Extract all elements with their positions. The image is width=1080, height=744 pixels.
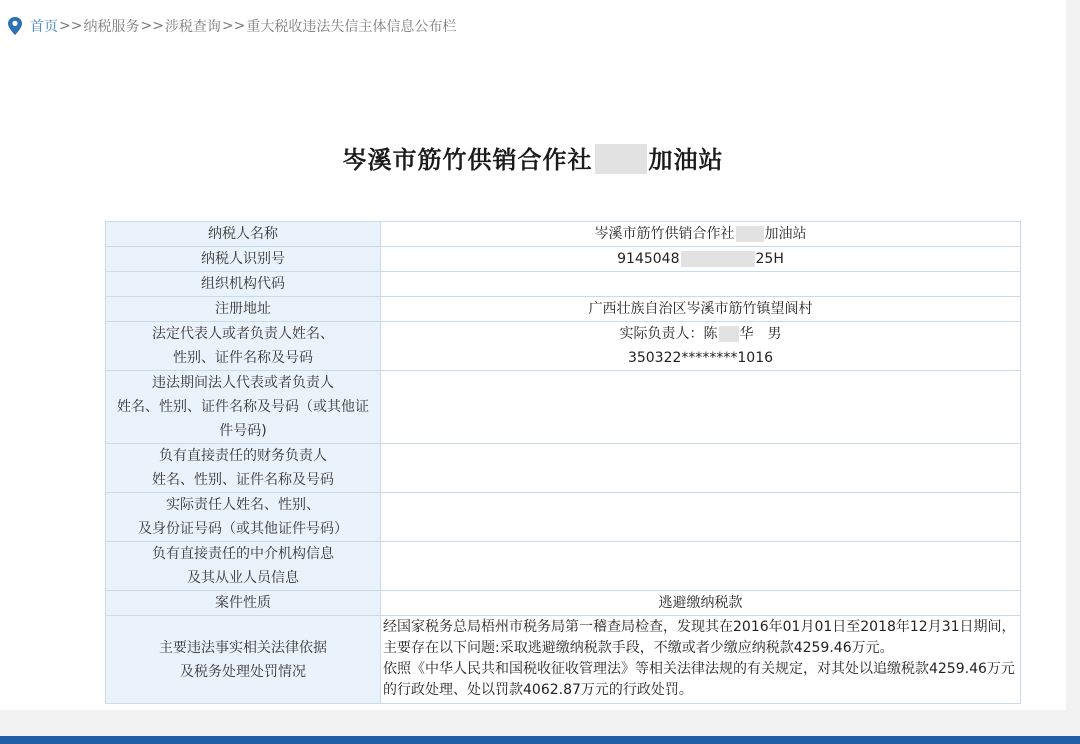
page-title — [0, 140, 1066, 176]
table-row — [106, 591, 1021, 616]
legal-rep-label-line: 法定代表人或者负责人姓名、 — [152, 326, 334, 342]
org-code-label: 组织机构代码 — [106, 272, 381, 297]
breadcrumb-separator: >> — [140, 18, 164, 34]
breadcrumb-separator: >> — [59, 18, 83, 34]
facts-value — [381, 616, 1021, 704]
actual-responsible-label-line: 实际责任人姓名、性别、 — [166, 497, 320, 513]
redaction-mask — [681, 251, 755, 267]
legal-rep-value — [381, 322, 1021, 371]
legal-rep-label — [106, 322, 381, 371]
violation-rep-value — [381, 371, 1021, 444]
legal-rep-name — [385, 322, 1016, 346]
tax-id-label: 纳税人识别号 — [106, 247, 381, 272]
taxpayer-name-value — [381, 222, 1021, 247]
table-row — [106, 222, 1021, 247]
redaction-mask — [736, 226, 764, 242]
actual-responsible-label — [106, 493, 381, 542]
legal-rep-name-end: 华 男 — [739, 326, 782, 342]
legal-rep-id: 350322********1016 — [627, 350, 774, 366]
location-pin-icon — [6, 16, 24, 36]
agency-value — [381, 542, 1021, 591]
facts-label-line: 主要违法事实相关法律依据 — [159, 639, 327, 656]
table-row — [106, 247, 1021, 272]
breadcrumb — [6, 14, 456, 38]
finance-value — [381, 444, 1021, 493]
tax-id-value — [381, 247, 1021, 272]
finance-label-line: 负有直接责任的财务负责人 — [159, 448, 327, 464]
agency-label-line: 及其从业人员信息 — [187, 570, 299, 586]
table-row — [106, 542, 1021, 591]
legal-rep-name-start: 实际负责人：陈 — [619, 326, 718, 342]
finance-label-line: 姓名、性别、证件名称及号码 — [152, 472, 334, 488]
case-type-label: 案件性质 — [106, 591, 381, 616]
tax-id-start: 9145048 — [617, 251, 680, 267]
case-type-value: 逃避缴纳税款 — [381, 591, 1021, 616]
legal-rep-label-line: 性别、证件名称及号码 — [173, 350, 313, 366]
violation-rep-label-line: 违法期间法人代表或者负责人 — [152, 375, 334, 391]
violation-rep-label — [106, 371, 381, 444]
tax-id-end: 25H — [755, 251, 784, 267]
org-code-value — [381, 272, 1021, 297]
agency-label-line: 负有直接责任的中介机构信息 — [152, 546, 334, 562]
footer-bar — [0, 736, 1080, 744]
table-row — [106, 616, 1021, 704]
facts-paragraph: 依照《中华人民共和国税收征收管理法》等相关法律法规的有关规定，对其处以追缴税款4259.46万元的行政处理、处以罚款4062.87万元的行政处罚。 — [383, 661, 1015, 698]
table-row — [106, 371, 1021, 444]
facts-label — [106, 616, 381, 704]
table-row — [106, 297, 1021, 322]
table-row — [106, 444, 1021, 493]
breadcrumb-separator: >> — [221, 18, 246, 34]
address-value: 广西壮族自治区岑溪市筋竹镇望阆村 — [381, 297, 1021, 322]
taxpayer-name-end: 加油站 — [764, 226, 807, 242]
title-text-end: 加油站 — [648, 146, 724, 174]
table-row — [106, 322, 1021, 371]
redaction-mask — [719, 326, 739, 342]
violation-info-table — [105, 221, 1021, 704]
actual-responsible-value — [381, 493, 1021, 542]
breadcrumb-item-bulletin[interactable]: 重大税收违法失信主体信息公布栏 — [246, 19, 457, 35]
title-text-start: 岑溪市筋竹供销合作社 — [342, 146, 593, 174]
taxpayer-name-label: 纳税人名称 — [106, 222, 381, 247]
breadcrumb-item-tax-query[interactable]: 涉税查询 — [164, 19, 221, 35]
breadcrumb-home-link[interactable]: 首页 — [30, 19, 58, 35]
finance-label — [106, 444, 381, 493]
taxpayer-name-start: 岑溪市筋竹供销合作社 — [594, 226, 735, 242]
violation-rep-label-line: 件号码) — [219, 423, 267, 439]
violation-rep-label-line: 姓名、性别、证件名称及号码（或其他证 — [117, 399, 369, 415]
actual-responsible-label-line: 及身份证号码（或其他证件号码） — [138, 521, 348, 537]
facts-paragraph: 经国家税务总局梧州市税务局第一稽查局检查，发现其在2016年01月01日至2018年12月31日期间，主要存在以下问题:采取逃避缴纳税款手段，不缴或者少缴应纳税款4259.46万元。 — [383, 619, 1016, 656]
table-row — [106, 493, 1021, 542]
redaction-mask — [595, 144, 647, 174]
table-row — [106, 272, 1021, 297]
breadcrumb-item-tax-service[interactable]: 纳税服务 — [83, 19, 140, 35]
facts-label-line: 及税务处理处罚情况 — [180, 663, 306, 680]
agency-label — [106, 542, 381, 591]
address-label: 注册地址 — [106, 297, 381, 322]
